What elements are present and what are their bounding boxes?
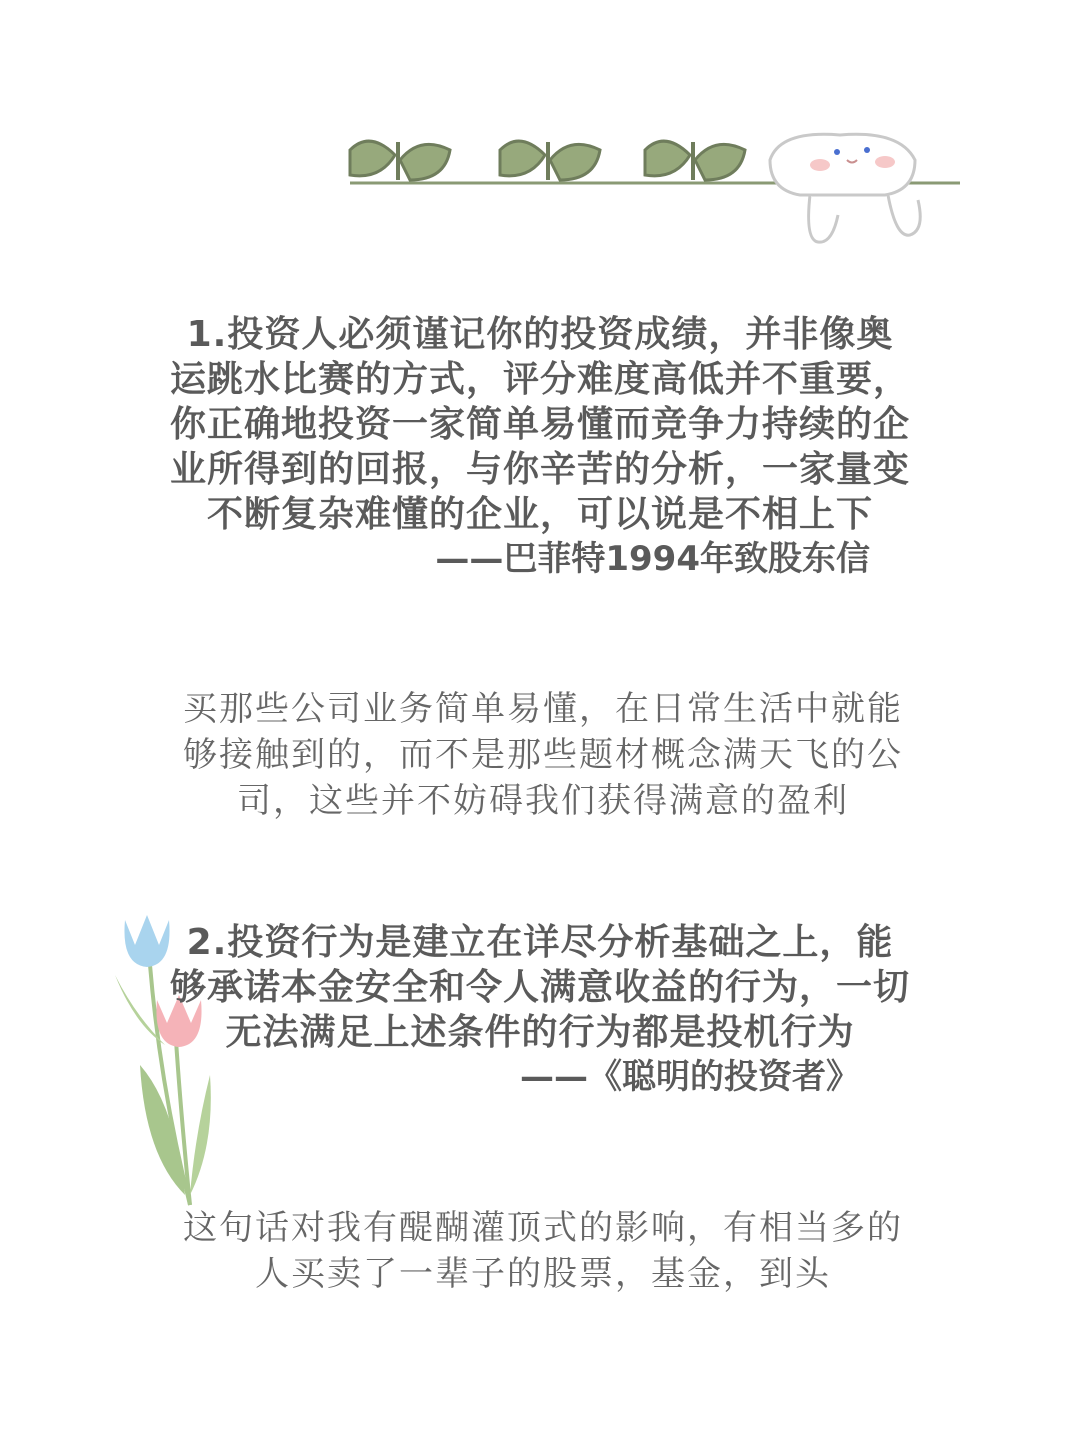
quote-section-1 <box>170 312 910 581</box>
quote-2-source: ——《聪明的投资者》 <box>520 1057 860 1097</box>
quote-2-text: 2.投资行为是建立在详尽分析基础之上，能够承诺本金安全和令人满意收益的行为，一切无法满足上述条件的行为都是投机行为 <box>170 922 911 1053</box>
quote-section-2 <box>170 920 910 1099</box>
quote-1-source: ——巴菲特1994年致股东信 <box>435 539 870 579</box>
quote-1-text: 1.投资人必须谨记你的投资成绩，并非像奥运跳水比赛的方式，评分难度高低并不重要，你正确地投资一家简单易懂而竞争力持续的企业所得到的回报，与你辛苦的分析，一家量变不断复杂难懂的企业，可以说是不相上下 <box>170 314 911 535</box>
comment-1-text: 买那些公司业务简单易懂，在日常生活中就能够接触到的，而不是那些题材概念满天飞的公司，这些并不妨碍我们获得满意的盈利 <box>183 689 903 821</box>
comment-section-1 <box>178 686 908 824</box>
leaves-and-bunny-icon <box>340 130 970 260</box>
comment-section-2 <box>178 1205 908 1297</box>
comment-2-text: 这句话对我有醍醐灌顶式的影响，有相当多的人买卖了一辈子的股票，基金，到头 <box>183 1208 903 1294</box>
